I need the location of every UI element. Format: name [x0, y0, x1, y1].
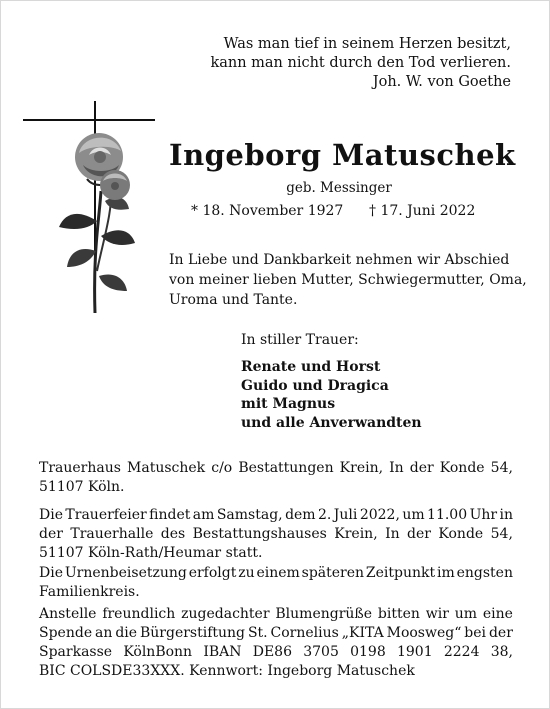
- paragraph-line: [39, 525, 513, 544]
- paragraph-line: [39, 643, 513, 662]
- word: Blumengrüße: [275, 606, 373, 622]
- word: findet: [149, 507, 191, 523]
- word: Juli: [333, 507, 358, 523]
- word: freundlich: [102, 606, 176, 622]
- thanks-line: In Liebe und Dankbarkeit nehmen wir Abschied: [169, 252, 510, 268]
- word: der: [488, 625, 513, 641]
- word: Krein,: [339, 460, 384, 476]
- word: Konde: [439, 460, 485, 476]
- birth-name: geb. Messinger: [286, 180, 392, 196]
- birth-date: * 18. November 1927: [191, 203, 344, 219]
- mourner-name: und alle Anverwandten: [241, 414, 422, 431]
- word: Anstelle: [39, 606, 97, 622]
- mourners-label: In stiller Trauer:: [241, 332, 359, 348]
- quote-line: Was man tief in seinem Herzen besitzt,: [223, 36, 511, 52]
- donation-paragraph: [39, 605, 513, 681]
- quote-author: Joh. W. von Goethe: [372, 74, 511, 90]
- word: am: [192, 507, 215, 523]
- word: Urnenbeisetzung: [64, 565, 187, 581]
- word: 11.00: [427, 507, 468, 523]
- mourners-list: [241, 358, 422, 432]
- word: 2022,: [359, 507, 400, 523]
- paragraph-line: [39, 564, 513, 583]
- paragraph-line: [39, 605, 513, 624]
- word: zugedachter: [181, 606, 270, 622]
- paragraph-line: [39, 459, 513, 478]
- word: St.: [247, 625, 268, 641]
- word: im: [436, 565, 455, 581]
- word: einem: [256, 565, 300, 581]
- thanks-text: [169, 250, 527, 310]
- ceremony-paragraph: [39, 506, 513, 563]
- cross-with-rose-icon: [23, 101, 155, 317]
- word: in: [499, 507, 513, 523]
- word: DE86: [252, 644, 292, 660]
- word: BIC COLSDE33XXX. Kennwort: Ingeborg Matuschek: [39, 663, 415, 679]
- word: bitten: [377, 606, 420, 622]
- word: 54,: [490, 526, 513, 542]
- word: Krein,: [334, 526, 378, 542]
- word: Moosweg“: [386, 625, 462, 641]
- word: der: [39, 526, 63, 542]
- word: 3705: [303, 644, 339, 660]
- mourner-name: mit Magnus: [241, 396, 336, 412]
- word: Bürgerstiftung: [139, 625, 246, 641]
- word: Samstag,: [216, 507, 283, 523]
- word: eine: [482, 606, 513, 622]
- word: Die: [39, 507, 63, 523]
- word: Sparkasse: [39, 644, 113, 660]
- paragraph-line: [39, 624, 513, 643]
- word: 2224: [443, 644, 480, 660]
- word: der: [407, 526, 431, 542]
- word: Zeitpunkt: [365, 565, 436, 581]
- word: 51107 Köln-Rath/Heumar statt.: [39, 545, 263, 561]
- thanks-line: Uroma und Tante.: [169, 292, 298, 308]
- word: In: [389, 460, 404, 476]
- paragraph-line: [39, 583, 513, 602]
- word: Trauerhaus: [39, 460, 121, 476]
- word: an: [95, 625, 113, 641]
- word: „KITA: [341, 625, 384, 641]
- word: um: [402, 507, 425, 523]
- word: Bestattungen: [238, 460, 334, 476]
- word: Uhr: [469, 507, 498, 523]
- word: 51107 Köln.: [39, 479, 125, 495]
- word: Trauerfeier: [65, 507, 147, 523]
- word: 54,: [490, 460, 513, 476]
- urn-paragraph: [39, 564, 513, 602]
- word: 1901: [396, 644, 433, 660]
- mourner-name: Guido und Dragica: [241, 377, 389, 394]
- deceased-name: Ingeborg Matuschek: [169, 138, 516, 172]
- quote-line: kann man nicht durch den Tod verlieren.: [210, 55, 511, 71]
- word: Trauerhalle: [70, 526, 154, 542]
- thanks-line: von meiner lieben Mutter, Schwiegermutter, Oma,: [169, 272, 527, 288]
- word: 0198: [350, 644, 386, 660]
- word: 38,: [490, 644, 513, 660]
- word: Cornelius: [270, 625, 339, 641]
- word: zu: [238, 565, 255, 581]
- word: bei: [464, 625, 487, 641]
- paragraph-line: [39, 506, 513, 525]
- word: des: [160, 526, 186, 542]
- word: späteren: [301, 565, 365, 581]
- paragraph-line: [39, 544, 513, 563]
- word: KölnBonn: [123, 644, 193, 660]
- word: IBAN: [203, 644, 242, 660]
- goethe-quote: [210, 35, 511, 92]
- word: dem: [285, 507, 316, 523]
- word: Spende: [39, 625, 93, 641]
- paragraph-line: [39, 478, 513, 497]
- death-date: † 17. Juni 2022: [369, 203, 476, 219]
- word: Bestattungshauses: [192, 526, 327, 542]
- word: In: [385, 526, 400, 542]
- word: c/o: [211, 460, 233, 476]
- word: 2.: [318, 507, 332, 523]
- word: wir: [425, 606, 449, 622]
- word: Familienkreis.: [39, 584, 140, 600]
- word: um: [454, 606, 478, 622]
- word: Matuschek: [127, 460, 206, 476]
- word: erfolgt: [188, 565, 237, 581]
- word: die: [115, 625, 138, 641]
- mourner-name: Renate und Horst: [241, 359, 381, 375]
- word: Konde: [438, 526, 484, 542]
- word: der: [409, 460, 434, 476]
- word: Die: [39, 565, 63, 581]
- paragraph-line: [39, 662, 513, 681]
- address-paragraph: [39, 459, 513, 497]
- word: engsten: [456, 565, 513, 581]
